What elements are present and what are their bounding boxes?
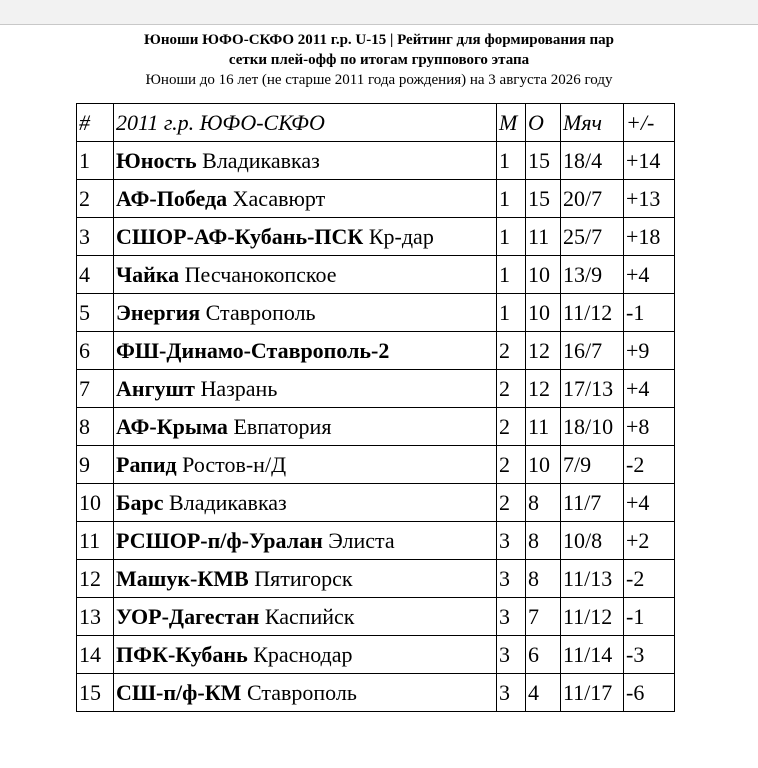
row-matches: 3: [497, 522, 526, 560]
table-row: [77, 598, 675, 636]
row-goals: 11/7: [561, 484, 624, 522]
row-rank: 10: [77, 484, 114, 522]
table-row: [77, 180, 675, 218]
column-header-team: 2011 г.р. ЮФО-СКФО: [114, 104, 497, 142]
row-team-cell: [114, 256, 497, 294]
team-city: Ставрополь: [205, 299, 316, 325]
row-goals: 20/7: [561, 180, 624, 218]
row-points: 7: [526, 598, 561, 636]
row-points: 15: [526, 180, 561, 218]
team-name: ФШ-Динамо-Ставрополь-2: [116, 337, 390, 363]
row-team-cell: [114, 180, 497, 218]
row-team-cell: [114, 446, 497, 484]
team-city: Песчанокопское: [184, 261, 337, 287]
row-diff: +9: [624, 332, 675, 370]
team-name: УОР-Дагестан: [116, 603, 260, 629]
row-matches: 1: [497, 218, 526, 256]
row-points: 6: [526, 636, 561, 674]
row-team-cell: [114, 294, 497, 332]
row-rank: 7: [77, 370, 114, 408]
row-team-cell: [114, 484, 497, 522]
row-matches: 1: [497, 142, 526, 180]
row-rank: 5: [77, 294, 114, 332]
row-diff: +4: [624, 484, 675, 522]
team-city: Ставрополь: [246, 679, 357, 705]
row-goals: 18/4: [561, 142, 624, 180]
row-rank: 12: [77, 560, 114, 598]
row-rank: 15: [77, 674, 114, 712]
team-name: РСШОР-п/ф-Уралан: [116, 527, 323, 553]
table-row: [77, 408, 675, 446]
row-goals: 25/7: [561, 218, 624, 256]
row-goals: 11/12: [561, 294, 624, 332]
row-goals: 18/10: [561, 408, 624, 446]
column-header-diff: +/-: [624, 104, 675, 142]
team-name: Рапид: [116, 451, 177, 477]
row-matches: 2: [497, 332, 526, 370]
rating-table: [76, 103, 675, 712]
row-matches: 2: [497, 446, 526, 484]
row-matches: 1: [497, 256, 526, 294]
team-name: Юность: [116, 147, 197, 173]
row-team-cell: [114, 560, 497, 598]
column-header-o: О: [526, 104, 561, 142]
table-row: [77, 674, 675, 712]
row-matches: 2: [497, 484, 526, 522]
team-city: Евпатория: [233, 413, 332, 439]
team-name: Энергия: [116, 299, 201, 325]
table-row: [77, 294, 675, 332]
row-team-cell: [114, 674, 497, 712]
row-team-cell: [114, 332, 497, 370]
row-matches: 3: [497, 674, 526, 712]
row-rank: 6: [77, 332, 114, 370]
team-city: Хасавюрт: [232, 185, 326, 211]
row-diff: -6: [624, 674, 675, 712]
row-goals: 11/17: [561, 674, 624, 712]
row-goals: 7/9: [561, 446, 624, 484]
row-matches: 1: [497, 180, 526, 218]
table-row: [77, 636, 675, 674]
row-team-cell: [114, 370, 497, 408]
row-goals: 11/12: [561, 598, 624, 636]
row-diff: +4: [624, 370, 675, 408]
row-points: 15: [526, 142, 561, 180]
row-rank: 14: [77, 636, 114, 674]
row-diff: +8: [624, 408, 675, 446]
row-matches: 1: [497, 294, 526, 332]
table-row: [77, 484, 675, 522]
row-points: 10: [526, 446, 561, 484]
row-matches: 2: [497, 408, 526, 446]
row-diff: -1: [624, 294, 675, 332]
row-diff: +2: [624, 522, 675, 560]
team-city: Элиста: [328, 527, 395, 553]
row-team-cell: [114, 142, 497, 180]
column-header-rank: #: [77, 104, 114, 142]
team-name: ПФК-Кубань: [116, 641, 248, 667]
team-city: Назрань: [200, 375, 278, 401]
row-matches: 3: [497, 560, 526, 598]
team-city: Кр-дар: [368, 223, 434, 249]
team-name: Барс: [116, 489, 164, 515]
row-points: 11: [526, 218, 561, 256]
row-matches: 2: [497, 370, 526, 408]
column-header-m: М: [497, 104, 526, 142]
row-goals: 16/7: [561, 332, 624, 370]
team-city: Ростов-н/Д: [182, 451, 287, 477]
table-row: [77, 218, 675, 256]
row-points: 8: [526, 484, 561, 522]
team-city: Краснодар: [253, 641, 353, 667]
row-rank: 8: [77, 408, 114, 446]
row-points: 4: [526, 674, 561, 712]
team-city: Владикавказ: [169, 489, 287, 515]
row-team-cell: [114, 522, 497, 560]
row-goals: 10/8: [561, 522, 624, 560]
row-rank: 4: [77, 256, 114, 294]
table-row: [77, 560, 675, 598]
row-points: 8: [526, 522, 561, 560]
page-title-line1: Юноши ЮФО-СКФО 2011 г.р. U-15 | Рейтинг для формирования пар: [144, 32, 614, 48]
row-points: 10: [526, 294, 561, 332]
team-name: АФ-Крыма: [116, 413, 228, 439]
page-subtitle: Юноши до 16 лет (не старше 2011 года рождения) на 3 августа 2026 году: [145, 72, 613, 88]
row-goals: 11/14: [561, 636, 624, 674]
row-diff: +4: [624, 256, 675, 294]
table-row: [77, 142, 675, 180]
row-goals: 11/13: [561, 560, 624, 598]
row-diff: -3: [624, 636, 675, 674]
row-rank: 11: [77, 522, 114, 560]
team-city: Пятигорск: [254, 565, 353, 591]
team-city: Каспийск: [264, 603, 355, 629]
table-header-row: [77, 104, 675, 142]
table-row: [77, 370, 675, 408]
row-team-cell: [114, 218, 497, 256]
row-points: 12: [526, 370, 561, 408]
team-name: СШОР-АФ-Кубань-ПСК: [116, 223, 364, 249]
table-row: [77, 446, 675, 484]
table-row: [77, 522, 675, 560]
row-team-cell: [114, 598, 497, 636]
row-diff: -2: [624, 446, 675, 484]
page-title-line2: сетки плей-офф по итогам группового этапа: [228, 52, 530, 68]
row-diff: +13: [624, 180, 675, 218]
row-diff: -1: [624, 598, 675, 636]
team-name: Ангушт: [116, 375, 195, 401]
team-name: Чайка: [116, 261, 180, 287]
table-row: [77, 256, 675, 294]
column-header-goals: Мяч: [561, 104, 624, 142]
team-name: Машук-КМВ: [116, 565, 249, 591]
row-team-cell: [114, 636, 497, 674]
row-rank: 3: [77, 218, 114, 256]
team-city: Владикавказ: [202, 147, 320, 173]
row-goals: 13/9: [561, 256, 624, 294]
row-team-cell: [114, 408, 497, 446]
row-diff: +14: [624, 142, 675, 180]
row-diff: +18: [624, 218, 675, 256]
browser-top-bar: [0, 0, 758, 25]
page-header: [0, 30, 758, 90]
row-rank: 9: [77, 446, 114, 484]
row-diff: -2: [624, 560, 675, 598]
row-rank: 13: [77, 598, 114, 636]
row-points: 10: [526, 256, 561, 294]
team-name: СШ-п/ф-КМ: [116, 679, 242, 705]
table-body: [77, 142, 675, 712]
table-row: [77, 332, 675, 370]
row-matches: 3: [497, 598, 526, 636]
row-rank: 1: [77, 142, 114, 180]
row-goals: 17/13: [561, 370, 624, 408]
team-name: АФ-Победа: [116, 185, 228, 211]
row-points: 12: [526, 332, 561, 370]
row-matches: 3: [497, 636, 526, 674]
row-rank: 2: [77, 180, 114, 218]
row-points: 8: [526, 560, 561, 598]
row-points: 11: [526, 408, 561, 446]
